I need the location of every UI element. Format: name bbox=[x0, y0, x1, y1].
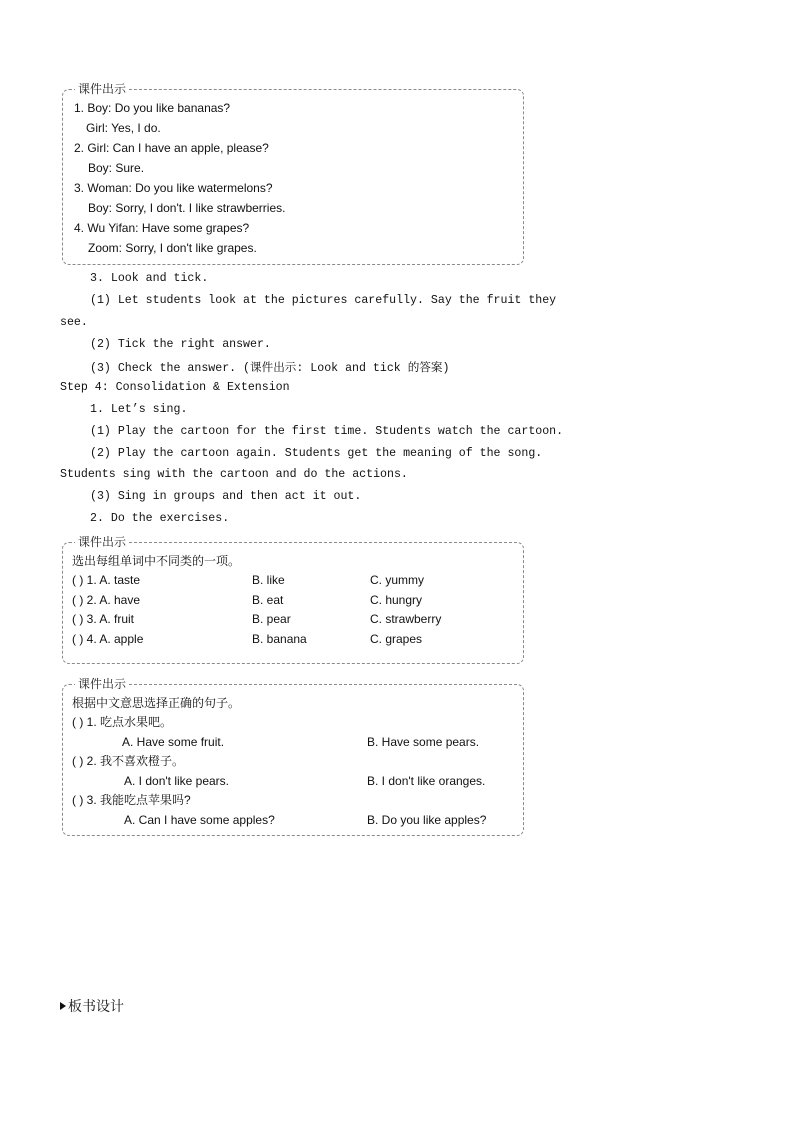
body-line: (2) Play the cartoon again. Students get the meaning of the song. bbox=[90, 447, 543, 460]
exercise-row-item: ( ) 2. A. have bbox=[72, 593, 141, 607]
courseware-box-3 bbox=[62, 677, 524, 836]
box-label: 课件出示 bbox=[75, 676, 129, 692]
dialogue-line: 1. Boy: Do you like bananas? bbox=[74, 101, 231, 115]
option-c: C. yummy bbox=[370, 573, 424, 587]
courseware-box-2 bbox=[62, 535, 524, 664]
dialogue-line: Boy: Sorry, I don't. I like strawberries. bbox=[88, 201, 286, 215]
section-heading bbox=[60, 998, 124, 1016]
exercise-row-item: ( ) 4. A. apple bbox=[72, 632, 144, 646]
body-line: 3. Look and tick. bbox=[90, 272, 209, 285]
option-b: B. like bbox=[252, 573, 285, 587]
question-item: ( ) 1. 吃点水果吧。 bbox=[72, 715, 173, 729]
dialogue-line: Girl: Yes, I do. bbox=[86, 121, 161, 135]
option-b: B. banana bbox=[252, 632, 307, 646]
dialogue-line: 3. Woman: Do you like watermelons? bbox=[74, 181, 273, 195]
dialogue-line: Boy: Sure. bbox=[88, 161, 145, 175]
option-b: B. I don't like oranges. bbox=[367, 774, 486, 788]
option-b: B. Do you like apples? bbox=[367, 813, 487, 827]
body-line: (2) Tick the right answer. bbox=[90, 338, 271, 351]
dialogue-line: 4. Wu Yifan: Have some grapes? bbox=[74, 221, 250, 235]
dialogue-line: 2. Girl: Can I have an apple, please? bbox=[74, 141, 269, 155]
option-b: B. pear bbox=[252, 612, 291, 626]
body-line: (1) Play the cartoon for the first time. Students watch the cartoon. bbox=[90, 425, 564, 438]
option-c: C. grapes bbox=[370, 632, 423, 646]
option-a: A. Have some fruit. bbox=[122, 735, 225, 749]
dialogue-line: Zoom: Sorry, I don't like grapes. bbox=[88, 241, 257, 255]
option-c: C. hungry bbox=[370, 593, 423, 607]
section-heading-text: 板书设计 bbox=[68, 999, 124, 1015]
body-line: 1. Let’s sing. bbox=[90, 403, 188, 416]
exercise-row-item: ( ) 3. A. fruit bbox=[72, 612, 135, 626]
exercise-row-item: ( ) 1. A. taste bbox=[72, 573, 141, 587]
box-label: 课件出示 bbox=[75, 534, 129, 550]
option-b: B. Have some pears. bbox=[367, 735, 480, 749]
exercise-instruction: 根据中文意思选择正确的句子。 bbox=[72, 696, 241, 710]
body-line: (3) Check the answer. (课件出示: Look and tick 的答案) bbox=[90, 362, 450, 375]
courseware-box-1 bbox=[62, 82, 524, 265]
body-line: (3) Sing in groups and then act it out. bbox=[90, 490, 362, 503]
question-item: ( ) 3. 我能吃点苹果吗? bbox=[72, 793, 191, 807]
option-a: A. I don't like pears. bbox=[124, 774, 230, 788]
option-a: A. Can I have some apples? bbox=[124, 813, 275, 827]
box-label: 课件出示 bbox=[75, 81, 129, 97]
body-line: 2. Do the exercises. bbox=[90, 512, 230, 525]
body-line: Students sing with the cartoon and do the actions. bbox=[60, 468, 408, 481]
body-line: (1) Let students look at the pictures carefully. Say the fruit they bbox=[90, 294, 557, 307]
option-b: B. eat bbox=[252, 593, 284, 607]
triangle-bullet-icon bbox=[60, 1002, 66, 1010]
exercise-instruction: 选出每组单词中不同类的一项。 bbox=[72, 554, 241, 568]
question-item: ( ) 2. 我不喜欢橙子。 bbox=[72, 754, 185, 768]
option-c: C. strawberry bbox=[370, 612, 442, 626]
body-line: see. bbox=[60, 316, 88, 329]
step-heading: Step 4: Consolidation & Extension bbox=[60, 381, 290, 394]
